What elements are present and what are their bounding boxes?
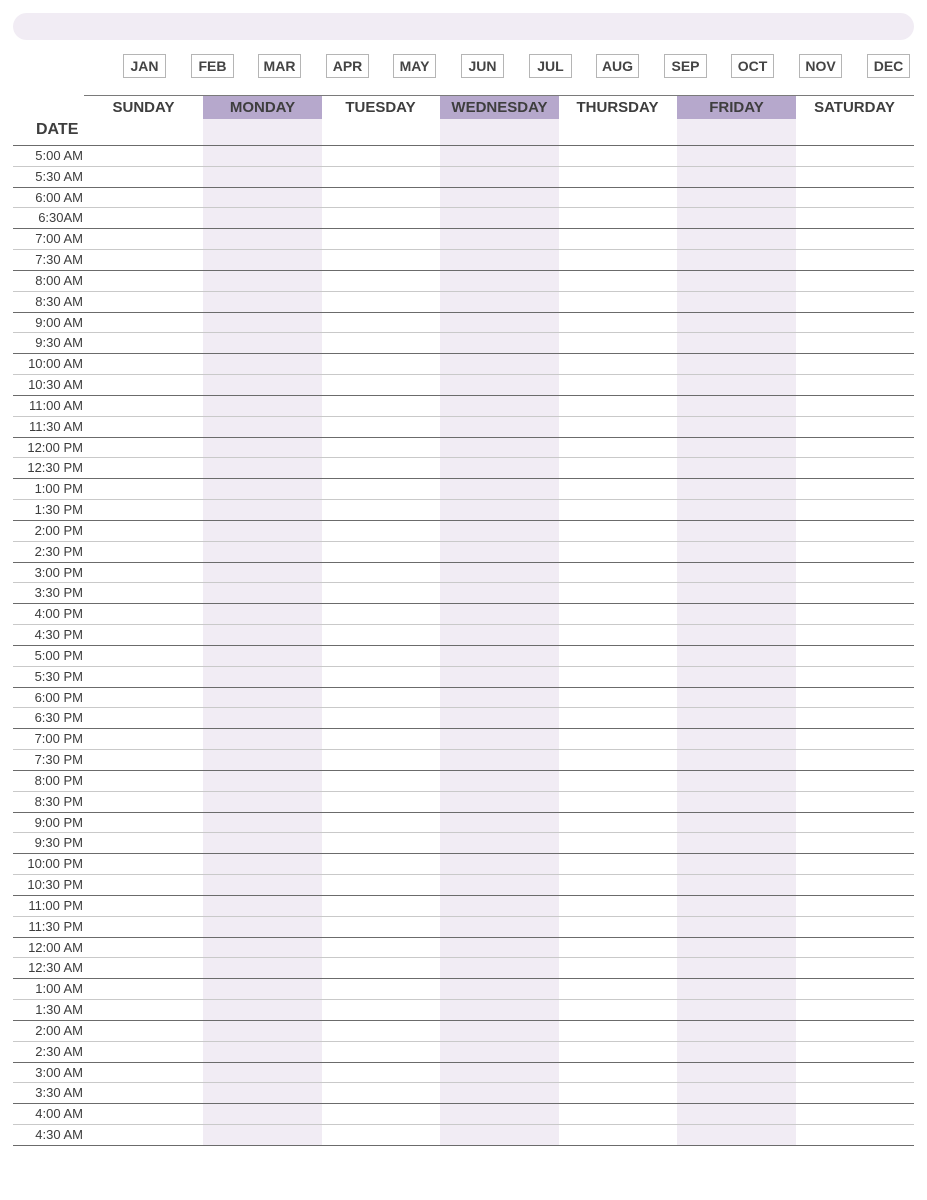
month-jul[interactable]: JUL — [529, 54, 572, 78]
row-divider — [13, 749, 914, 750]
row-divider — [13, 457, 914, 458]
row-divider — [13, 145, 914, 146]
time-slot-label: 9:30 PM — [34, 835, 83, 850]
time-slot-label: 12:00 PM — [27, 440, 83, 455]
row-divider — [13, 603, 914, 604]
row-divider — [13, 1041, 914, 1042]
row-divider — [13, 645, 914, 646]
time-slot-label: 11:00 AM — [29, 398, 83, 413]
row-divider — [13, 520, 914, 521]
row-divider — [13, 374, 914, 375]
time-slot-label: 6:00 AM — [35, 190, 83, 205]
time-slot-label: 2:30 AM — [35, 1044, 83, 1059]
row-divider — [13, 874, 914, 875]
column-shade-monday — [203, 119, 322, 1145]
row-divider — [13, 1124, 914, 1125]
row-divider — [13, 1082, 914, 1083]
day-header-monday: MONDAY — [203, 96, 322, 119]
month-dec[interactable]: DEC — [867, 54, 910, 78]
row-divider — [13, 499, 914, 500]
row-divider — [13, 957, 914, 958]
time-slot-label: 5:30 PM — [34, 669, 83, 684]
row-divider — [13, 812, 914, 813]
row-divider — [13, 332, 914, 333]
time-slot-label: 9:00 PM — [34, 815, 83, 830]
row-divider — [13, 978, 914, 979]
month-feb[interactable]: FEB — [191, 54, 234, 78]
time-slot-label: 3:00 AM — [35, 1065, 83, 1080]
day-header-thursday: THURSDAY — [576, 99, 659, 116]
month-mar[interactable]: MAR — [258, 54, 301, 78]
time-slot-label: 8:30 AM — [35, 294, 83, 309]
row-divider — [13, 228, 914, 229]
time-slot-label: 5:00 AM — [35, 148, 83, 163]
time-slot-label: 12:30 PM — [27, 460, 83, 475]
time-slot-label: 10:00 PM — [27, 856, 83, 871]
time-slot-label: 11:30 AM — [29, 419, 83, 434]
row-divider — [13, 395, 914, 396]
row-divider — [13, 1020, 914, 1021]
time-slot-label: 11:30 PM — [28, 919, 83, 934]
column-shade-friday — [677, 119, 796, 1145]
row-divider — [13, 916, 914, 917]
row-divider — [13, 437, 914, 438]
time-slot-label: 3:30 PM — [34, 585, 83, 600]
row-divider — [13, 291, 914, 292]
month-may[interactable]: MAY — [393, 54, 436, 78]
month-nov[interactable]: NOV — [799, 54, 842, 78]
month-jun[interactable]: JUN — [461, 54, 504, 78]
time-slot-label: 6:30AM — [38, 210, 83, 225]
row-divider — [13, 853, 914, 854]
time-slot-label: 9:30 AM — [35, 335, 83, 350]
time-slot-label: 10:30 AM — [28, 377, 83, 392]
time-slot-label: 4:30 PM — [34, 627, 83, 642]
time-slot-label: 7:00 AM — [35, 231, 83, 246]
day-header-saturday: SATURDAY — [814, 99, 895, 116]
time-slot-label: 2:00 PM — [34, 523, 83, 538]
row-divider — [13, 687, 914, 688]
time-slot-label: 6:30 PM — [34, 710, 83, 725]
time-slot-label: 4:30 AM — [35, 1127, 83, 1142]
time-slot-label: 7:30 PM — [34, 752, 83, 767]
row-divider — [13, 1062, 914, 1063]
month-jan[interactable]: JAN — [123, 54, 166, 78]
time-slot-label: 5:30 AM — [35, 169, 83, 184]
time-slot-label: 10:30 PM — [27, 877, 83, 892]
row-divider — [13, 416, 914, 417]
row-divider — [13, 937, 914, 938]
month-oct[interactable]: OCT — [731, 54, 774, 78]
time-slot-label: 2:00 AM — [35, 1023, 83, 1038]
row-divider — [13, 832, 914, 833]
row-divider — [13, 582, 914, 583]
day-header-friday: FRIDAY — [677, 96, 796, 119]
time-slot-label: 8:30 PM — [34, 794, 83, 809]
time-slot-label: 4:00 AM — [35, 1106, 83, 1121]
row-divider — [13, 895, 914, 896]
time-slot-label: 12:00 AM — [28, 940, 83, 955]
day-header-wednesday: WEDNESDAY — [440, 96, 559, 119]
month-aug[interactable]: AUG — [596, 54, 639, 78]
time-slot-label: 7:30 AM — [35, 252, 83, 267]
row-divider — [13, 249, 914, 250]
time-slot-label: 8:00 PM — [34, 773, 83, 788]
time-slot-label: 9:00 AM — [35, 315, 83, 330]
month-sep[interactable]: SEP — [664, 54, 707, 78]
time-slot-label: 3:30 AM — [35, 1085, 83, 1100]
date-label: DATE — [36, 121, 79, 138]
row-divider — [13, 666, 914, 667]
row-divider — [13, 770, 914, 771]
row-divider — [13, 207, 914, 208]
row-divider — [13, 478, 914, 479]
row-divider — [13, 624, 914, 625]
time-slot-label: 4:00 PM — [34, 606, 83, 621]
time-slot-label: 3:00 PM — [34, 565, 83, 580]
time-slot-label: 1:00 PM — [34, 481, 83, 496]
time-slot-label: 12:30 AM — [28, 960, 83, 975]
time-slot-label: 6:00 PM — [34, 690, 83, 705]
time-slot-label: 1:00 AM — [35, 981, 83, 996]
row-divider — [13, 728, 914, 729]
day-header-tuesday: TUESDAY — [345, 99, 416, 116]
row-divider — [13, 166, 914, 167]
month-apr[interactable]: APR — [326, 54, 369, 78]
row-divider — [13, 187, 914, 188]
row-divider — [13, 541, 914, 542]
time-slot-label: 1:30 PM — [34, 502, 83, 517]
row-divider — [13, 312, 914, 313]
row-divider — [13, 270, 914, 271]
time-slot-label: 8:00 AM — [35, 273, 83, 288]
time-slot-label: 10:00 AM — [28, 356, 83, 371]
row-divider — [13, 1103, 914, 1104]
row-divider — [13, 562, 914, 563]
time-slot-label: 1:30 AM — [35, 1002, 83, 1017]
time-slot-label: 11:00 PM — [28, 898, 83, 913]
time-slot-label: 5:00 PM — [34, 648, 83, 663]
time-slot-label: 7:00 PM — [34, 731, 83, 746]
day-header-sunday: SUNDAY — [112, 99, 175, 116]
row-divider — [13, 999, 914, 1000]
row-divider — [13, 791, 914, 792]
row-divider — [13, 353, 914, 354]
time-slot-label: 2:30 PM — [34, 544, 83, 559]
row-divider — [13, 707, 914, 708]
column-shade-wednesday — [440, 119, 559, 1145]
row-divider — [13, 1145, 914, 1146]
